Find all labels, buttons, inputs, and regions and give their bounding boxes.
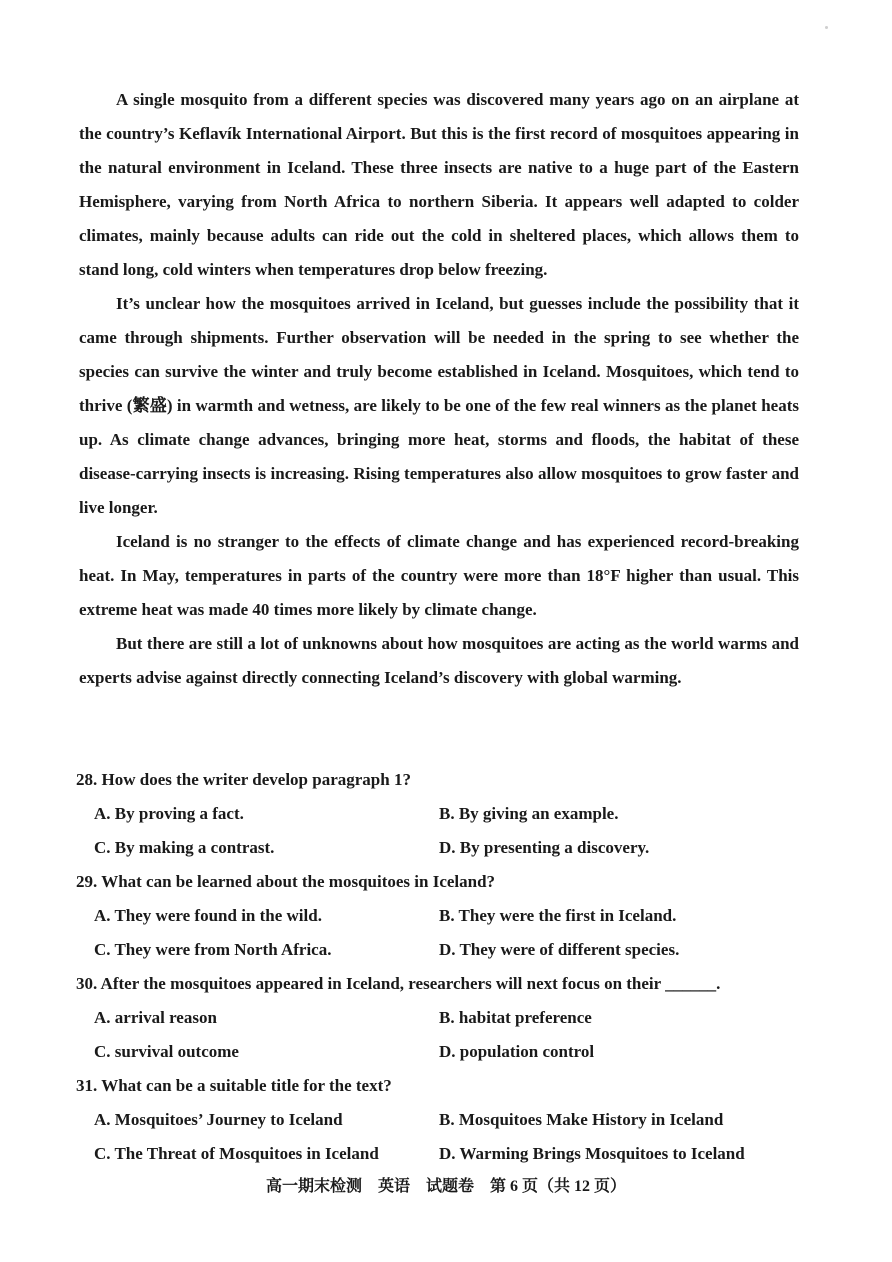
passage-paragraph-2: It’s unclear how the mosquitoes arrived in Iceland, but guesses include the possibility that it came through shipments. Further observation will be needed in the spring to see whether the species can survive the winter and truly become established in Iceland. Mosquitoes, which tend to thrive (繁盛) in warmth and wetness, are likely to be one of the few real winners as the planet heats up. As climate change advances, bringing more heat, storms and floods, the habitat of these disease-carrying insects is increasing. Rising temperatures also allow mosquitoes to grow faster and live longer. xyxy=(79,294,799,517)
option-c: C. survival outcome xyxy=(94,1042,239,1061)
page-footer xyxy=(0,1172,892,1202)
option-a: A. By proving a fact. xyxy=(94,804,244,823)
question-stem: 30. After the mosquitoes appeared in Iceland, researchers will next focus on their ______. xyxy=(76,974,721,993)
options xyxy=(76,797,800,865)
question-stem: 28. How does the writer develop paragraph 1? xyxy=(76,770,411,789)
passage-paragraph-1: A single mosquito from a different species was discovered many years ago on an airplane at the country’s Keflavík International Airport. But this is the first record of mosquitoes appearing in the natural environment in Iceland. These three insects are native to a huge part of the Eastern Hemisphere, varying from North Africa to northern Siberia. It appears well adapted to colder climates, mainly because adults can ride out the cold in sheltered places, which allows them to stand long, cold winters when temperatures drop below freezing. xyxy=(79,90,799,279)
option-b: B. Mosquitoes Make History in Iceland xyxy=(439,1110,724,1129)
option-a: A. arrival reason xyxy=(94,1008,217,1027)
option-b: B. By giving an example. xyxy=(439,804,619,823)
footer-paper: 试题卷 xyxy=(426,1178,475,1195)
option-a: A. Mosquitoes’ Journey to Iceland xyxy=(94,1110,343,1129)
options xyxy=(76,1103,800,1171)
question-31 xyxy=(76,1069,800,1171)
question-28 xyxy=(76,763,800,865)
scan-speck xyxy=(825,26,828,29)
footer-page-number: 第 6 页（共 12 页） xyxy=(490,1178,627,1195)
passage-paragraph-3: Iceland is no stranger to the effects of climate change and has experienced record-breaking heat. In May, temperatures in parts of the country were more than 18°F higher than usual. This extreme heat was made 40 times more likely by climate change. xyxy=(79,532,799,619)
question-stem: 29. What can be learned about the mosquitoes in Iceland? xyxy=(76,872,496,891)
options xyxy=(76,1001,800,1069)
option-d: D. They were of different species. xyxy=(439,940,680,959)
option-c: C. They were from North Africa. xyxy=(94,940,332,959)
question-list xyxy=(76,763,800,1171)
option-c: C. The Threat of Mosquitoes in Iceland xyxy=(94,1144,379,1163)
passage-paragraph-4: But there are still a lot of unknowns about how mosquitoes are acting as the world warms and experts advise against directly connecting Iceland’s discovery with global warming. xyxy=(79,634,799,687)
question-30 xyxy=(76,967,800,1069)
footer-exam: 高一期末检测 xyxy=(265,1178,362,1195)
option-b: B. habitat preference xyxy=(439,1008,592,1027)
reading-passage xyxy=(79,83,799,695)
footer-subject: 英语 xyxy=(377,1178,410,1195)
option-b: B. They were the first in Iceland. xyxy=(439,906,677,925)
option-a: A. They were found in the wild. xyxy=(94,906,322,925)
option-c: C. By making a contrast. xyxy=(94,838,275,857)
question-29 xyxy=(76,865,800,967)
question-stem: 31. What can be a suitable title for the text? xyxy=(76,1076,392,1095)
option-d: D. Warming Brings Mosquitoes to Iceland xyxy=(439,1144,745,1163)
option-d: D. By presenting a discovery. xyxy=(439,838,650,857)
option-d: D. population control xyxy=(439,1042,595,1061)
options xyxy=(76,899,800,967)
